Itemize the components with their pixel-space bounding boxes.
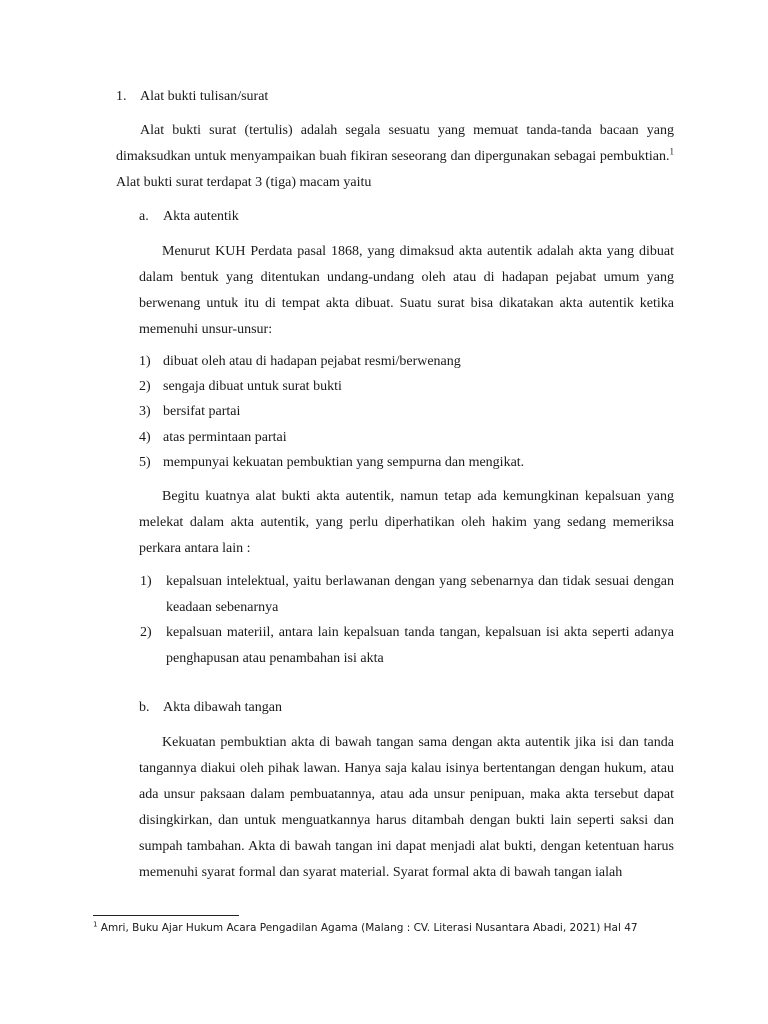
subsection-b-heading bbox=[139, 699, 282, 717]
list-text: dibuat oleh atau di hadapan pejabat resmi/berwenang bbox=[163, 354, 461, 369]
list-text: kepalsuan materiil, antara lain kepalsuan tanda tangan, kepalsuan isi akta seperti adanya penghapusan atau penambahan isi akta bbox=[166, 625, 674, 666]
list-item bbox=[140, 620, 674, 672]
section-heading bbox=[116, 88, 268, 106]
list-text: sengaja dibuat untuk surat bukti bbox=[163, 379, 342, 394]
footnote-separator bbox=[93, 915, 239, 916]
list-text: mempunyai kekuatan pembuktian yang sempurna dan mengikat. bbox=[163, 455, 525, 470]
heading-text: Alat bukti tulisan/surat bbox=[140, 89, 269, 104]
list-item bbox=[139, 454, 524, 472]
intro-tail: Alat bukti surat terdapat 3 (tiga) macam yaitu bbox=[116, 175, 372, 190]
footnote-ref[interactable]: 1 bbox=[669, 146, 674, 157]
list-number: 1) bbox=[140, 574, 152, 589]
footnote-number: 1 bbox=[93, 920, 98, 929]
kepalsuan-paragraph: Begitu kuatnya alat bukti akta autentik, namun tetap ada kemungkinan kepalsuan yang melekat dalam akta autentik, yang perlu diperhatikan oleh hakim yang sedang memeriksa perkara antara lain : bbox=[139, 489, 674, 556]
list-item bbox=[139, 429, 287, 447]
subsection-a-heading bbox=[139, 208, 239, 226]
intro-text: Alat bukti surat (tertulis) adalah segala sesuatu yang memuat tanda-tanda bacaan yang dimaksudkan untuk menyampaikan buah fikiran seseorang dan dipergunakan sebagai pembuktian. bbox=[116, 123, 674, 164]
intro-paragraph bbox=[116, 118, 674, 196]
list-item bbox=[140, 569, 674, 621]
list-item bbox=[139, 378, 342, 396]
list-number: 4) bbox=[139, 430, 151, 445]
list-item bbox=[139, 353, 461, 371]
subsection-a-title: Akta autentik bbox=[163, 209, 239, 224]
footnote-text: Amri, Buku Ajar Hukum Acara Pengadilan Agama (Malang : CV. Literasi Nusantara Abadi, 2021) Hal 47 bbox=[97, 922, 638, 934]
akta-dibawah-tangan-paragraph: Kekuatan pembuktian akta di bawah tangan sama dengan akta autentik jika isi dan tanda tangannya diakui oleh pihak lawan. Hanya saja kalau isinya bertentangan dengan hukum, atau ada unsur paksaan dalam pembuatannya, atau ada unsur penipuan, maka akta tersebut dapat disingkirkan, dan untuk menguatkannya harus ditambah dengan bukti lain seperti saksi dan sumpah tambahan. Akta di bawah tangan ini dapat menjadi alat bukti, dengan ketentuan harus memenuhi syarat formal dan syarat material. Syarat formal akta di bawah tangan ialah bbox=[139, 735, 674, 880]
list-item bbox=[139, 403, 240, 421]
subsection-b-marker: b. bbox=[139, 700, 150, 715]
footnote bbox=[93, 920, 638, 936]
subsection-b-title: Akta dibawah tangan bbox=[163, 700, 282, 715]
akta-autentik-paragraph: Menurut KUH Perdata pasal 1868, yang dimaksud akta autentik adalah akta yang dibuat dalam bentuk yang ditentukan undang-undang oleh atau di hadapan pejabat umum yang berwenang untuk itu di tempat akta dibuat. Suatu surat bisa dikatakan akta autentik ketika memenuhi unsur-unsur: bbox=[139, 244, 674, 337]
subsection-a-marker: a. bbox=[139, 209, 149, 224]
list-text: atas permintaan partai bbox=[163, 430, 287, 445]
heading-number: 1. bbox=[116, 89, 127, 104]
list-number: 2) bbox=[139, 379, 151, 394]
list-number: 2) bbox=[140, 625, 152, 640]
list-number: 3) bbox=[139, 404, 151, 419]
list-text: bersifat partai bbox=[163, 404, 241, 419]
list-text: kepalsuan intelektual, yaitu berlawanan dengan yang sebenarnya dan tidak sesuai dengan keadaan sebenarnya bbox=[166, 574, 674, 615]
list-number: 1) bbox=[139, 354, 151, 369]
list-number: 5) bbox=[139, 455, 151, 470]
